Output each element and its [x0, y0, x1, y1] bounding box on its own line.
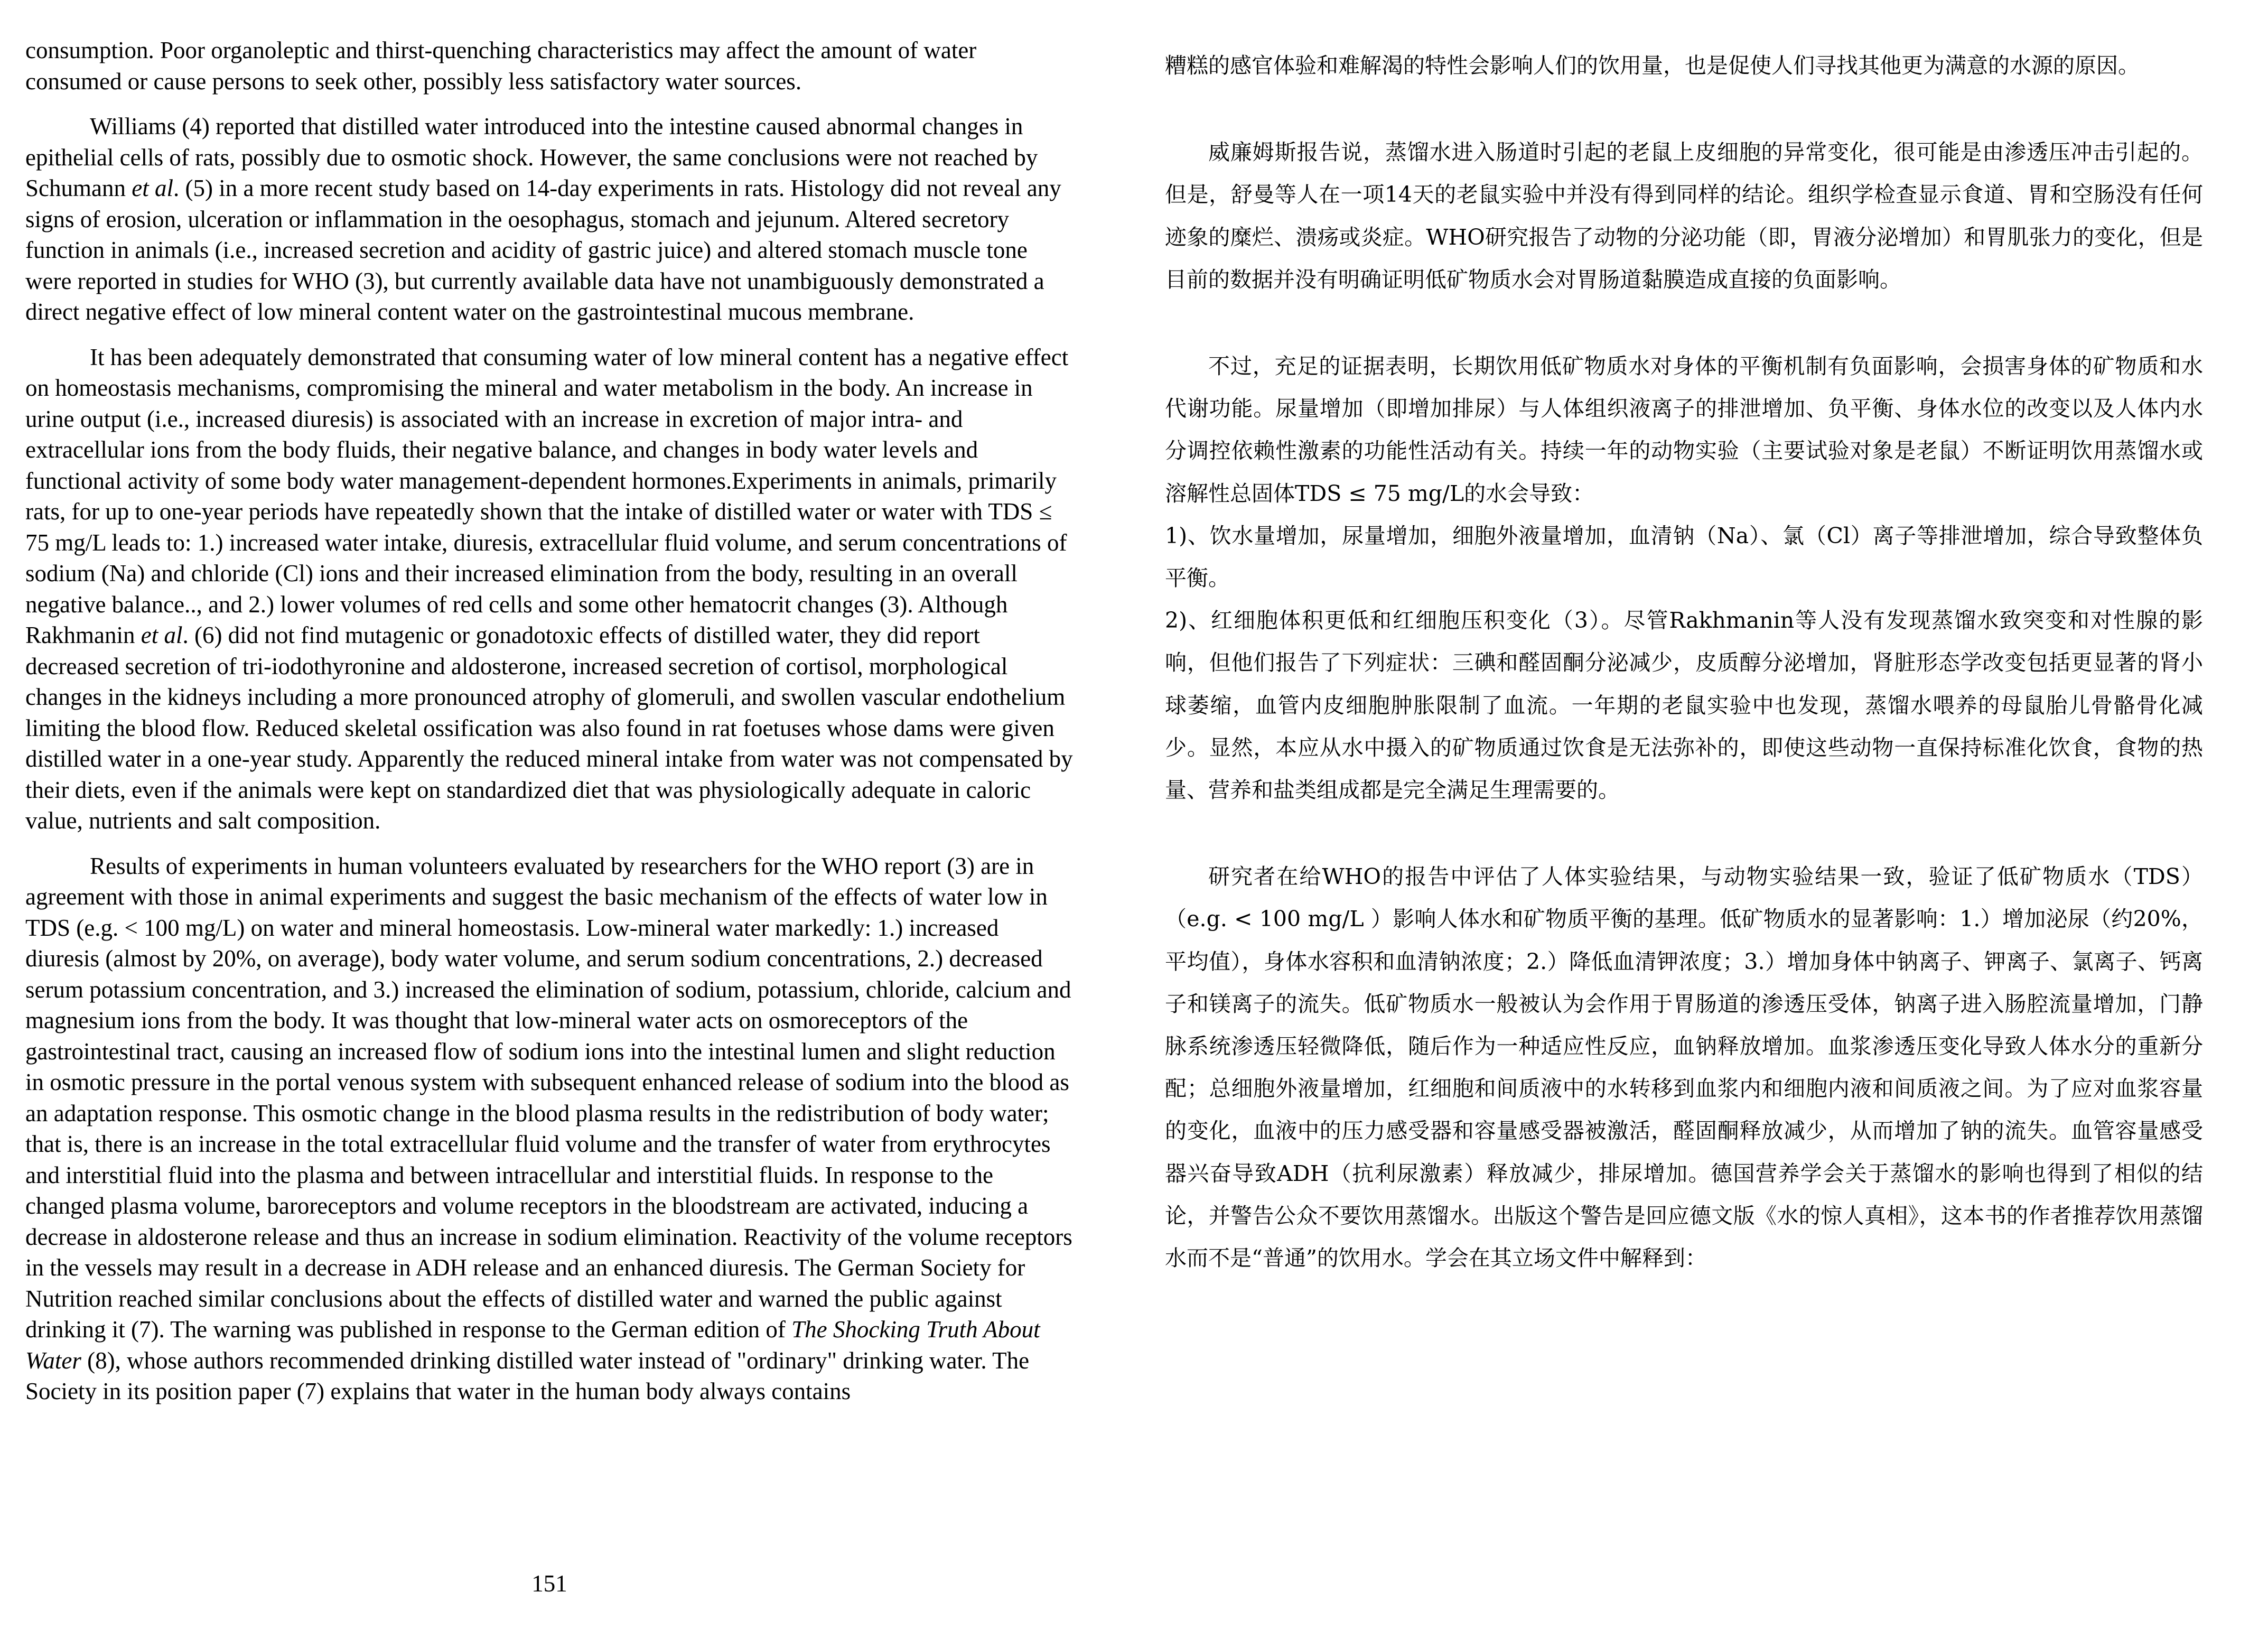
italic-text: et al	[141, 622, 183, 648]
italic-text: The Shocking Truth About Water	[25, 1316, 1040, 1374]
english-text-column	[25, 35, 1077, 1551]
chinese-paragraph: 糟糕的感官体验和难解渴的特性会影响人们的饮用量，也是促使人们寻找其他更为满意的水源的原因。	[1165, 53, 2140, 78]
page-number: 151	[531, 1570, 567, 1597]
chinese-paragraph: 研究者在给WHO的报告中评估了人体实验结果，与动物实验结果一致，验证了低矿物质水（TDS）（e.g. < 100 mg/L ）影响人体水和矿物质平衡的基理。低矿物质水的显著影响：1.）增加泌尿（约20%，平均值），身体水容积和血清钠浓度；2.）降低血清钾浓度；3.）增加身体中钠离子、钾离子、氯离子、钙离子和镁离子的流失。低矿物质水一般被认为会作用于胃肠道的渗透压受体，钠离子进入肠腔流量增加，门静脉系统渗透压轻微降低，随后作为一种适应性反应，血钠释放增加。血浆渗透压变化导致人体水分的重新分配；总细胞外液量增加，红细胞和间质液中的水转移到血浆内和细胞内液和间质液之间。为了应对血浆容量的变化，血液中的压力感受器和容量感受器被激活，醛固酮释放减少，从而增加了钠的流失。血管容量感受器兴奋导致ADH（抗利尿激素）释放减少，排尿增加。德国营养学会关于蒸馏水的影响也得到了相似的结论，并警告公众不要饮用蒸馏水。出版这个警告是回应德文版《水的惊人真相》，这本书的作者推荐饮用蒸馏水而不是“普通”的饮用水。学会在其立场文件中解释到：	[1165, 864, 2203, 1271]
chinese-paragraph: 不过，充足的证据表明，长期饮用低矿物质水对身体的平衡机制有负面影响，会损害身体的矿物质和水代谢功能。尿量增加（即增加排尿）与人体组织液离子的排泄增加、负平衡、身体水位的改变以及人体内水分调控依赖性激素的功能性活动有关。持续一年的动物实验（主要试验对象是老鼠）不断证明饮用蒸馏水或溶解性总固体TDS ≤ 75 mg/L的水会导致：	[1165, 353, 2203, 506]
chinese-paragraph: 1)、饮水量增加，尿量增加，细胞外液量增加，血清钠（Na）、氯（Cl）离子等排泄增加，综合导致整体负平衡。	[1165, 523, 2203, 591]
text-run: It has been adequately demonstrated that consuming water of low mineral content has a negative effect on homeostasis mechanisms, compromising the mineral and water metabolism in the body. An increase in urine output (i.e., increased diuresis) is associated with an increase in excretion of major intra- and extracellular ions from the body fluids, their negative balance, and changes in body water levels and functional activity of some body water management-dependent hormones.Experiments in animals, primarily rats, for up to one-year periods have repeatedly shown that the intake of distilled water or water with TDS ≤ 75 mg/L leads to: 1.) increased water intake, diuresis, extracellular fluid volume, and serum concentrations of sodium (Na) and chloride (Cl) ions and their increased elimination from the body, resulting in an overall negative balance.., and 2.) lower volumes of red cells and some other hematocrit changes (3). Although Rakhmanin	[25, 343, 1069, 648]
chinese-text-column	[1165, 44, 2203, 1471]
text-run: Results of experiments in human volunteers evaluated by researchers for the WHO report (3) are in agreement with those in animal experiments and suggest the basic mechanism of the effects of water low in TDS (e.g. < 100 mg/L) on water and mineral homeostasis. Low-mineral water markedly: 1.) increased diuresis (almost by 20%, on average), body water volume, and serum sodium concentrations, 2.) decreased serum potassium concentration, and 3.) increased the elimination of sodium, potassium, chloride, calcium and magnesium ions from the body. It was thought that low-mineral water acts on osmoreceptors of the gastrointestinal tract, causing an increased flow of sodium ions into the intestinal lumen and slight reduction in osmotic pressure in the portal venous system with subsequent enhanced release of sodium into the blood as an adaptation response. This osmotic change in the blood plasma results in the redistribution of body water; that is, there is an increase in the total extracellular fluid volume and the transfer of water from erythrocytes and interstitial fluid into the plasma and between intracellular and interstitial fluids. In response to the changed plasma volume, baroreceptors and volume receptors in the bloodstream are activated, inducing a decrease in aldosterone release and thus an increase in sodium elimination. Reactivity of the volume receptors in the vessels may result in a decrease in ADH release and an enhanced diuresis. The German Society for Nutrition reached similar conclusions about the effects of distilled water and warned the public against drinking it (7). The warning was published in response to the German edition of	[25, 852, 1072, 1343]
text-run: consumption. Poor organoleptic and thirst-quenching characteristics may affect the amount of water consumed or cause persons to seek other, possibly less satisfactory water sources.	[25, 37, 977, 95]
english-paragraph	[25, 342, 1077, 836]
italic-text: et al	[132, 175, 173, 201]
text-run: (8), whose authors recommended drinking distilled water instead of "ordinary" drinking water. The Society in its position paper (7) explains that water in the human body always contains	[25, 1347, 1030, 1404]
english-paragraph	[25, 851, 1077, 1407]
chinese-paragraph: 2)、红细胞体积更低和红细胞压积变化（3）。尽管Rakhmanin等人没有发现蒸馏水致突变和对性腺的影响，但他们报告了下列症状：三碘和醛固酮分泌减少，皮质醇分泌增加，肾脏形态学改变包括更显著的肾小球萎缩，血管内皮细胞肿胀限制了血流。一年期的老鼠实验中也发现，蒸馏水喂养的母鼠胎儿骨骼骨化减少。显然，本应从水中摄入的矿物质通过饮食是无法弥补的，即使这些动物一直保持标准化饮食，食物的热量、营养和盐类组成都是完全满足生理需要的。	[1165, 608, 2203, 803]
chinese-paragraph: 威廉姆斯报告说，蒸馏水进入肠道时引起的老鼠上皮细胞的异常变化，很可能是由渗透压冲击引起的。但是，舒曼等人在一项14天的老鼠实验中并没有得到同样的结论。组织学检查显示食道、胃和空肠没有任何迹象的糜烂、溃疡或炎症。WHO研究报告了动物的分泌功能（即，胃液分泌增加）和胃肌张力的变化，但是目前的数据并没有明确证明低矿物质水会对胃肠道黏膜造成直接的负面影响。	[1165, 139, 2203, 292]
english-paragraph	[25, 111, 1077, 328]
text-run: . (6) did not find mutagenic or gonadotoxic effects of distilled water, they did report decreased secretion of tri-iodothyronine and aldosterone, increased secretion of cortisol, morphological changes in the kidneys including a more pronounced atrophy of glomeruli, and swollen vascular endothelium limiting the blood flow. Reduced skeletal ossification was also found in rat foetuses whose dams were given distilled water in a one-year study. Apparently the reduced mineral intake from water was not compensated by their diets, even if the animals were kept on standardized diet that was physiologically adequate in caloric value, nutrients and salt composition.	[25, 622, 1073, 834]
text-run: . (5) in a more recent study based on 14-day experiments in rats. Histology did not reveal any signs of erosion, ulceration or inflammation in the oesophagus, stomach and jejunum. Altered secretory function in animals (i.e., increased secretion and acidity of gastric juice) and altered stomach muscle tone were reported in studies for WHO (3), but currently available data have not unambiguously demonstrated a direct negative effect of low mineral content water on the gastrointestinal mucous membrane.	[25, 175, 1061, 325]
text-run: Williams (4) reported that distilled water introduced into the intestine caused abnormal changes in epithelial cells of rats, possibly due to osmotic shock. However, the same conclusions were not reached by Schumann	[25, 113, 1038, 201]
english-paragraph	[25, 35, 1077, 97]
